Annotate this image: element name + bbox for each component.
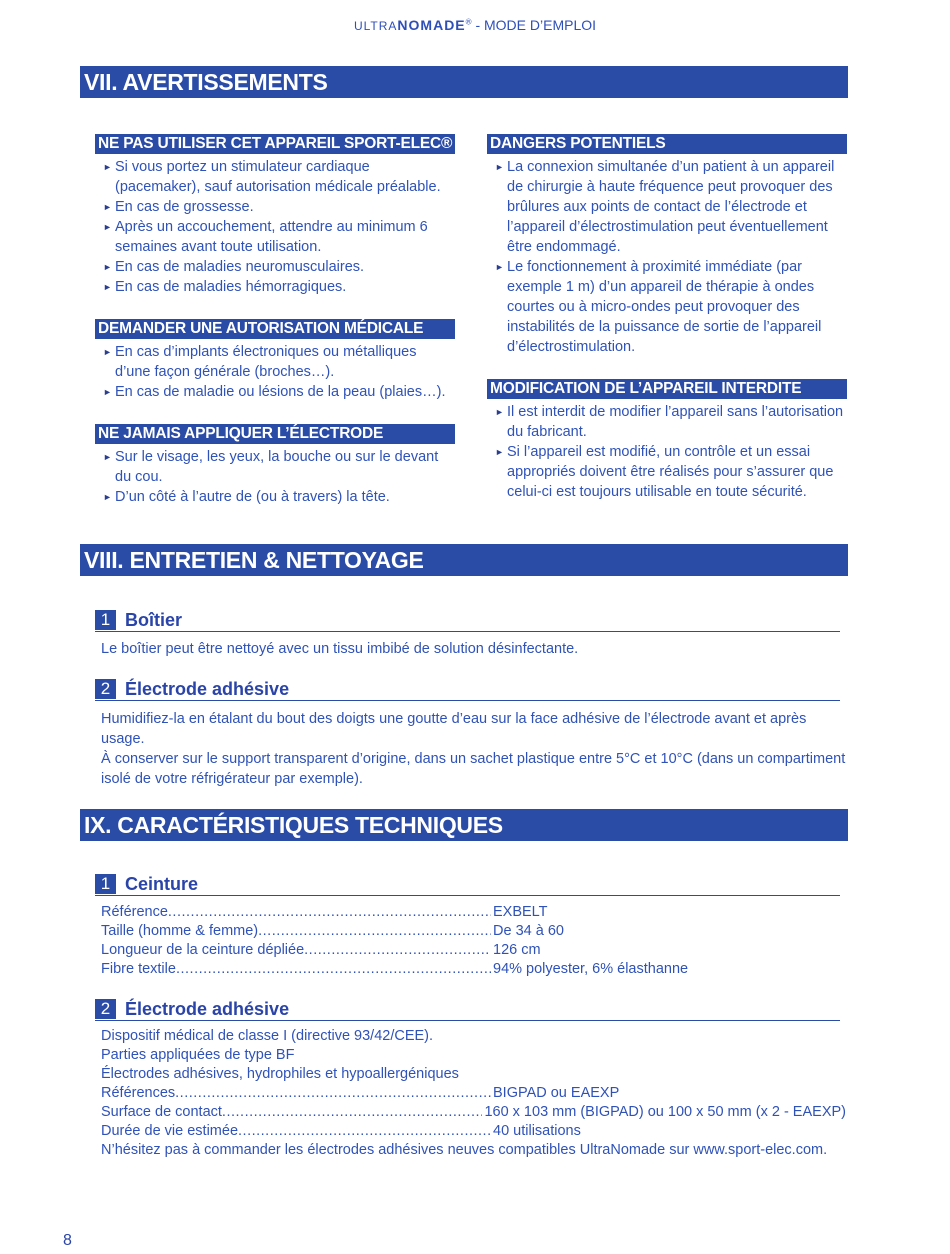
spec-value: 126 cm (493, 942, 541, 958)
list-item: ► Le fonctionnement à proximité immédiate (par exemple 1 m) d’un appareil de thérapie à ondes courtes ou à micro-ondes peut provoquer des instabilités de la puissance de sortie de l’appareil d’électrostimulation. (495, 259, 822, 355)
warning-group (487, 134, 847, 357)
spec-label: Surface de contact (101, 1104, 222, 1120)
running-header (0, 17, 950, 33)
paragraph: Le boîtier peut être nettoyé avec un tissu imbibé de solution désinfectante. (101, 641, 579, 657)
list-item: ► D’un côté à l’autre de (ou à travers) la tête. (103, 489, 390, 505)
list-item: ► En cas de maladie ou lésions de la peau (plaies…). (103, 384, 446, 400)
spec-row (101, 1084, 846, 1103)
text-line: Dispositif médical de classe I (directive 93/42/CEE). (101, 1028, 434, 1044)
subsection-number: 1 (95, 610, 116, 630)
spec-label: Références (101, 1085, 176, 1101)
spec-label: Taille (homme & femme) (101, 923, 259, 939)
arrow-bullet-icon: ► (495, 447, 504, 457)
warnings-left-column (95, 134, 455, 529)
spec-list (101, 1027, 846, 1160)
section-ix-title: IX. CARACTÉRISTIQUES TECHNIQUES (80, 809, 848, 841)
list-item: ► En cas d’implants électroniques ou métalliques d’une façon générale (broches…). (103, 344, 417, 380)
subsection-title: Boîtier (125, 610, 183, 630)
section-viii-title: VIII. ENTRETIEN & NETTOYAGE (80, 544, 848, 576)
subsection-title: Électrode adhésive (125, 999, 290, 1019)
leader-dots (176, 960, 491, 979)
section-vii-title: VII. AVERTISSEMENTS (80, 66, 848, 98)
leader-dots (258, 922, 491, 941)
brand-ultra: ULTRA (353, 19, 398, 33)
subsection-title: Électrode adhésive (125, 679, 290, 699)
leader-dots (238, 1122, 491, 1141)
list-item: ► En cas de maladies hémorragiques. (103, 279, 347, 295)
list-item: ► Il est interdit de modifier l’appareil sans l’autorisation du fabricant. (495, 404, 844, 440)
subsection-title: Ceinture (125, 874, 199, 894)
arrow-bullet-icon: ► (103, 347, 112, 357)
warning-group-heading: DANGERS POTENTIELS (487, 134, 847, 154)
spec-row (101, 903, 846, 922)
paragraph (101, 709, 846, 789)
list-item: ► Si vous portez un stimulateur cardiaque (pacemaker), sauf autorisation médicale préalable. (103, 159, 441, 195)
subsection-number: 1 (95, 874, 116, 894)
page-number: 8 (63, 1232, 72, 1249)
spec-value: BIGPAD ou EAEXP (493, 1085, 620, 1101)
warning-group (95, 319, 455, 402)
arrow-bullet-icon: ► (103, 492, 112, 502)
spec-label: Durée de vie estimée (101, 1123, 239, 1139)
text-line: À conserver sur le support transparent d’origine, dans un sachet plastique entre 5°C et 10°C (dans un compartiment (101, 751, 846, 767)
spec-label: Longueur de la ceinture dépliée (101, 942, 305, 958)
leader-dots (168, 903, 491, 922)
header-subtitle: - MODE D’EMPLOI (471, 17, 597, 33)
arrow-bullet-icon: ► (103, 282, 112, 292)
subsection-heading (95, 997, 840, 1021)
spec-row (101, 1122, 846, 1141)
leader-dots (304, 941, 491, 960)
warning-group (95, 134, 455, 297)
warning-group (487, 379, 847, 502)
text-line: Électrodes adhésives, hydrophiles et hypoallergéniques (101, 1066, 459, 1082)
spec-value: De 34 à 60 (493, 923, 564, 939)
spec-row (101, 1103, 846, 1122)
leader-dots (222, 1103, 483, 1122)
arrow-bullet-icon: ► (103, 222, 112, 232)
arrow-bullet-icon: ► (495, 162, 504, 172)
list-item: ► Après un accouchement, attendre au minimum 6 semaines avant toute utilisation. (103, 219, 428, 255)
spec-list (101, 903, 846, 979)
list-item: ► Sur le visage, les yeux, la bouche ou sur le devant du cou. (103, 449, 439, 485)
warning-group (95, 424, 455, 507)
spec-label: Référence (101, 904, 168, 920)
list-item: ► La connexion simultanée d’un patient à un appareil de chirurgie à haute fréquence peut provoquer des brûlures aux points de contact de l’électrode et l’appareil d’électrostimulation peut éventuellement être endommagé. (495, 159, 835, 255)
arrow-bullet-icon: ► (103, 452, 112, 462)
spec-row (101, 941, 846, 960)
list-item: ► En cas de grossesse. (103, 199, 254, 215)
spec-label: Fibre textile (101, 961, 176, 977)
text-line: Humidifiez-la en étalant du bout des doigts une goutte d’eau sur la face adhésive de l’électrode avant et après usage. (101, 711, 807, 747)
warning-group-heading: MODIFICATION DE L’APPAREIL INTERDITE (487, 379, 847, 399)
warning-group-heading: NE PAS UTILISER CET APPAREIL SPORT-ELEC® (95, 134, 455, 154)
arrow-bullet-icon: ► (495, 407, 504, 417)
spec-value: 40 utilisations (493, 1123, 581, 1139)
text-line: Parties appliquées de type BF (101, 1047, 295, 1063)
arrow-bullet-icon: ► (495, 262, 504, 272)
subsection-number: 2 (95, 679, 116, 699)
subsection-heading (95, 872, 840, 896)
subsection-heading (95, 608, 840, 632)
text-line: isolé de votre réfrigérateur par exemple). (101, 771, 363, 787)
warning-group-heading: DEMANDER UNE AUTORISATION MÉDICALE (95, 319, 455, 339)
list-item: ► En cas de maladies neuromusculaires. (103, 259, 365, 275)
leader-dots (175, 1084, 491, 1103)
arrow-bullet-icon: ► (103, 202, 112, 212)
spec-row (101, 922, 846, 941)
list-item: ► Si l’appareil est modifié, un contrôle et un essai appropriés doivent être réalisés pour s’assurer que celui-ci est toujours utilisable en toute sécurité. (495, 444, 834, 500)
text-line: N’hésitez pas à commander les électrodes adhésives neuves compatibles UltraNomade sur www.sport-elec.com. (101, 1142, 828, 1158)
subsection-heading (95, 677, 840, 701)
brand-nomade: NOMADE (397, 17, 466, 33)
spec-row (101, 960, 846, 979)
spec-value: 160 x 103 mm (BIGPAD) ou 100 x 50 mm (x 2 - EAEXP) (484, 1104, 846, 1120)
registered-mark: ® (465, 17, 472, 27)
arrow-bullet-icon: ► (103, 262, 112, 272)
arrow-bullet-icon: ► (103, 162, 112, 172)
arrow-bullet-icon: ► (103, 387, 112, 397)
subsection-number: 2 (95, 999, 116, 1019)
spec-value: EXBELT (493, 904, 548, 920)
warning-group-heading: NE JAMAIS APPLIQUER L’ÉLECTRODE (95, 424, 455, 444)
warnings-right-column (487, 134, 847, 524)
spec-value: 94% polyester, 6% élasthanne (493, 961, 689, 977)
